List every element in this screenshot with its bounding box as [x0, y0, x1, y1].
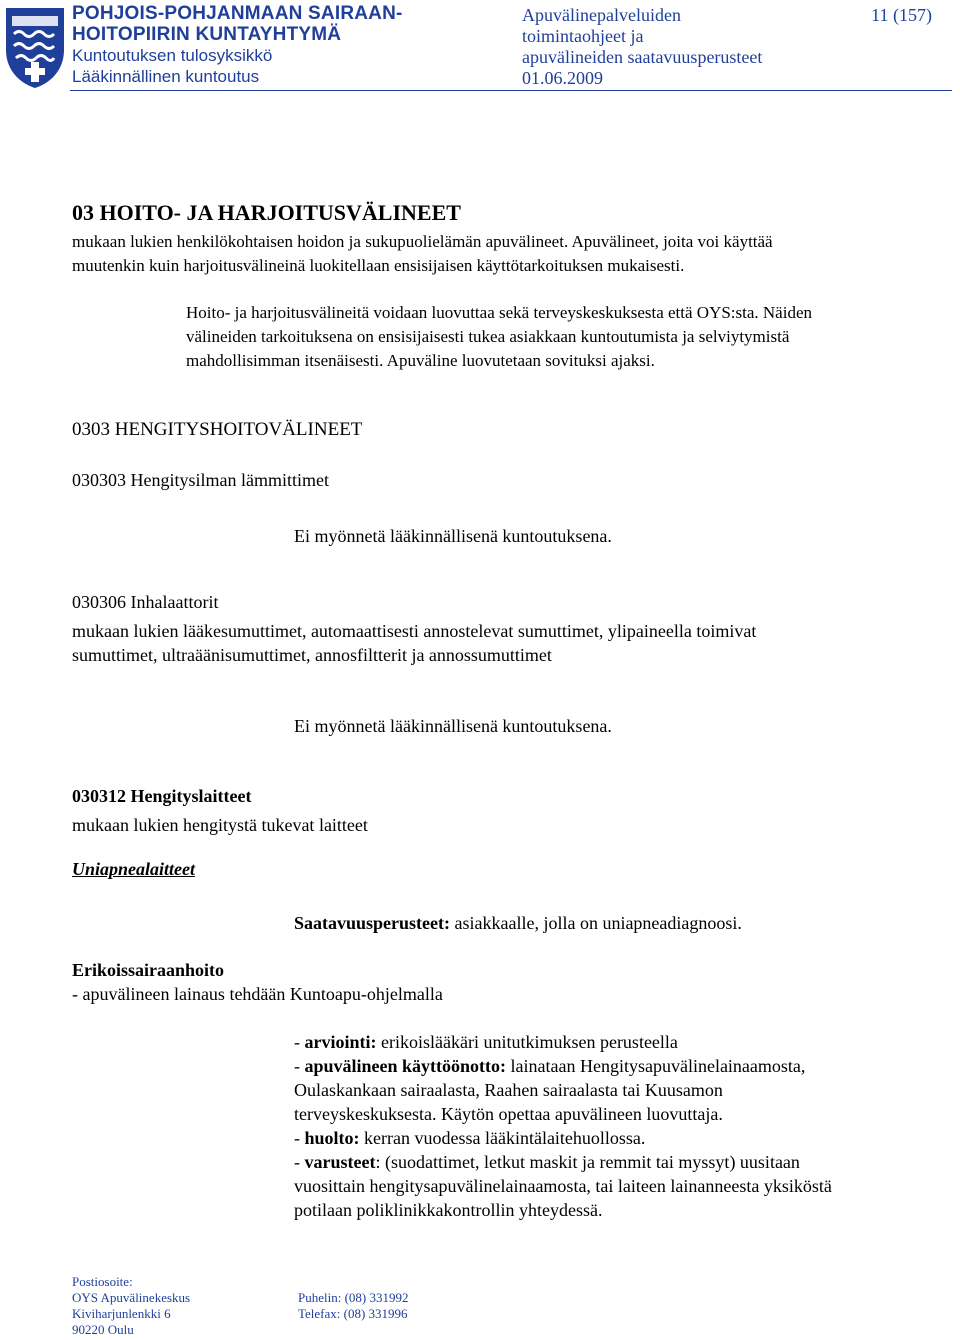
para2-line1: Hoito- ja harjoitusvälineitä voidaan luovuttaa sekä terveyskeskuksesta että OYS:sta. Näiden — [186, 303, 812, 322]
specialist-heading: Erikoissairaanhoito — [72, 960, 225, 980]
bullet-dash: - — [294, 1152, 305, 1172]
bullet-varusteet-line3: potilaan poliklinikkakontrollin yhteydessä. — [294, 1200, 603, 1220]
bullet-text: lainataan Hengitysapuvälinelainaamosta, — [506, 1056, 806, 1076]
bullet-kayttoonotto — [294, 1054, 805, 1078]
intro-line1: mukaan lukien henkilökohtaisen hoidon ja sukupuolielämän apuvälineet. Apuvälineet, joita voi käyttää — [72, 232, 773, 251]
para2-line2: välineiden tarkoituksena on ensisijaisesti tukea asiakkaan kuntoutumista ja selviytymistä — [186, 327, 790, 346]
bullet-dash: - — [294, 1032, 305, 1052]
item-030312-line1: mukaan lukien hengitystä tukevat laitteet — [72, 815, 368, 835]
bullet-varusteet — [294, 1150, 800, 1174]
uniapnea-heading: Uniapnealaitteet — [72, 859, 195, 879]
item-030306-line1: mukaan lukien lääkesumuttimet, automaattisesti annostelevat sumuttimet, ylipaineella toimivat — [72, 621, 757, 641]
document-title-line3: apuvälineiden saatavuusperusteet — [522, 47, 763, 67]
bullet-label: huolto: — [304, 1128, 360, 1148]
coat-of-arms-logo — [4, 6, 66, 90]
para2-line3: mahdollisimman itsenäisesti. Apuväline luovutetaan sovituksi ajaksi. — [186, 351, 655, 370]
section-title: 03 HOITO- JA HARJOITUSVÄLINEET — [72, 200, 461, 225]
item-030312-title: 030312 Hengityslaitteet — [72, 786, 252, 806]
criteria-line — [294, 911, 742, 935]
footer-phone: Puhelin: (08) 331992 — [298, 1290, 409, 1305]
item-030303-note: Ei myönnetä lääkinnällisenä kuntoutuksena. — [294, 526, 612, 546]
header-divider — [70, 90, 952, 91]
footer-address-line3: 90220 Oulu — [72, 1322, 134, 1337]
subsection-title: 0303 HENGITYSHOITOVÄLINEET — [72, 419, 363, 440]
bullet-varusteet-line2: vuosittain hengitysapuvälinelainaamosta, tai laiteen lainanneesta yksiköstä — [294, 1176, 832, 1196]
item-030306-title: 030306 Inhalaattorit — [72, 592, 219, 612]
organization-name-line1: POHJOIS-POHJANMAAN SAIRAAN- — [72, 3, 403, 24]
bullet-dash: - — [294, 1056, 305, 1076]
bullet-label: varusteet — [304, 1152, 376, 1172]
bullet-kayttoonotto-line2: Oulaskankaan sairaalasta, Raahen sairaalasta tai Kuusamon — [294, 1080, 723, 1100]
unit-name-line2: Lääkinnällinen kuntoutus — [72, 67, 260, 86]
footer-address-line2: Kiviharjunlenkki 6 — [72, 1306, 171, 1321]
organization-name-line2: HOITOPIIRIN KUNTAYHTYMÄ — [72, 24, 342, 45]
item-030306-note: Ei myönnetä lääkinnällisenä kuntoutuksena. — [294, 716, 612, 736]
bullet-text: : (suodattimet, letkut maskit ja remmit tai myssyt) uusitaan — [375, 1152, 800, 1172]
criteria-text: asiakkaalle, jolla on uniapneadiagnoosi. — [450, 913, 742, 933]
document-date: 01.06.2009 — [522, 68, 603, 88]
specialist-line: - apuvälineen lainaus tehdään Kuntoapu-ohjelmalla — [72, 984, 443, 1004]
unit-name-line1: Kuntoutuksen tulosyksikkö — [72, 46, 273, 65]
document-title-line2: toimintaohjeet ja — [522, 26, 644, 46]
bullet-label: arviointi: — [304, 1032, 377, 1052]
footer-fax: Telefax: (08) 331996 — [298, 1306, 408, 1321]
bullet-text: kerran vuodessa lääkintälaitehuollossa. — [359, 1128, 646, 1148]
bullet-text: erikoislääkäri unitutkimuksen perusteella — [376, 1032, 678, 1052]
item-030303-title: 030303 Hengitysilman lämmittimet — [72, 470, 329, 490]
page-number: 11 (157) — [871, 5, 932, 25]
item-030306-line2: sumuttimet, ultraäänisumuttimet, annosfiltterit ja annossumuttimet — [72, 645, 552, 665]
intro-line2: muutenkin kuin harjoitusvälineinä luokitellaan ensisijaisen käyttötarkoituksen mukaisesti. — [72, 256, 685, 275]
document-title-line1: Apuvälinepalveluiden — [522, 5, 681, 25]
criteria-label: Saatavuusperusteet: — [294, 913, 450, 933]
footer-address-line1: OYS Apuvälinekeskus — [72, 1290, 191, 1305]
footer-postal-label: Postiosoite: — [72, 1274, 133, 1289]
bullet-huolto — [294, 1126, 645, 1150]
bullet-label: apuvälineen käyttöönotto: — [304, 1056, 507, 1076]
bullet-kayttoonotto-line3: terveyskeskuksesta. Käytön opettaa apuvälineen luovuttaja. — [294, 1104, 723, 1124]
bullet-dash: - — [294, 1128, 305, 1148]
bullet-arviointi — [294, 1030, 678, 1054]
